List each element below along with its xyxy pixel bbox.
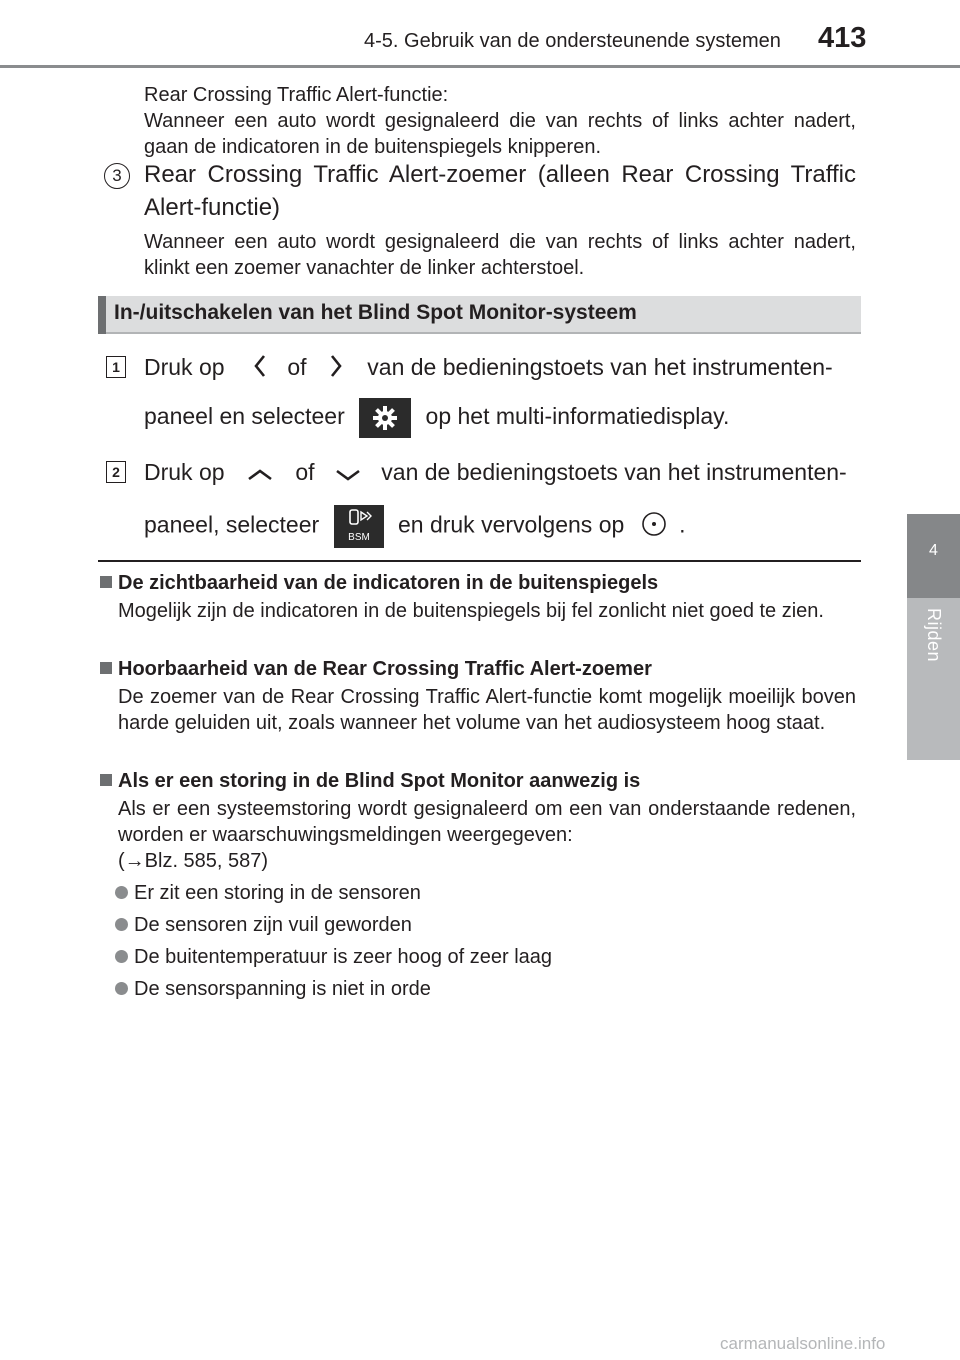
section-heading-text: In-/uitschakelen van het Blind Spot Monitor-systeem <box>114 301 637 324</box>
list-item: Er zit een storing in de sensoren <box>115 880 421 906</box>
chapter-title: 4-5. Gebruik van de ondersteunende systemen <box>364 30 781 52</box>
note-text-3: Als er een systeemstoring wordt gesignaleerd om een van onderstaande redenen, worden er waarschuwingsmeldingen weergegeven: <box>118 798 856 846</box>
step-2-of: of <box>295 459 315 485</box>
chapter-tab-label: Rijden <box>924 608 944 663</box>
step-2-text-c: paneel, selecteer <box>144 511 320 538</box>
intro-text: Wanneer een auto wordt gesignaleerd die van rechts of links achter nadert, gaan de indicatoren in de buitenspiegels knipperen. <box>144 110 856 158</box>
step-2-text-a: Druk op <box>144 459 225 485</box>
chapter-tab-number: 4 <box>929 542 938 559</box>
left-arrow-icon <box>253 354 267 384</box>
step-1-of: of <box>287 354 307 380</box>
step-2-end: . <box>679 511 686 538</box>
intro-block <box>144 82 856 160</box>
note-text-2: De zoemer van de Rear Crossing Traffic Alert-functie komt mogelijk moeilijk boven harde geluiden uit, zoals wanneer het volume van het audiosysteem hoog staat. <box>118 686 856 734</box>
step-1-text-d: op het multi-informatiedisplay. <box>425 403 730 430</box>
bullet-dot-icon <box>115 950 128 963</box>
list-item: De sensorspanning is niet in orde <box>115 976 431 1002</box>
step-1-text-a: Druk op <box>144 354 225 380</box>
up-arrow-icon <box>247 460 273 488</box>
bsm-icon-text: BSM <box>347 532 370 543</box>
page-number: 413 <box>818 22 867 54</box>
item-3-text: Wanneer een auto wordt gesignaleerd die van rechts of links achter nadert, klinkt een zoemer vanachter de linker achterstoel. <box>144 231 856 279</box>
right-arrow-icon <box>329 354 343 384</box>
step-1-text-c: paneel en selecteer <box>144 403 345 430</box>
bullet-dot-icon <box>115 982 128 995</box>
section-heading <box>98 296 861 334</box>
square-bullet-icon <box>100 774 112 786</box>
bsm-setting-icon <box>334 505 384 548</box>
step-1-text-b: van de bedieningstoets van het instrumenten- <box>367 354 833 380</box>
header-rule <box>0 65 960 68</box>
item-3-title: Rear Crossing Traffic Alert-zoemer (alleen Rear Crossing Traffic Alert-functie) <box>144 161 856 221</box>
item-number-badge: 3 <box>104 163 130 189</box>
step-2-line-2 <box>144 505 685 548</box>
step-2-text-d: en druk vervolgens op <box>397 511 625 538</box>
square-bullet-icon <box>100 576 112 588</box>
down-arrow-icon <box>335 460 361 488</box>
ok-button-icon <box>641 511 667 543</box>
step-2-line-1 <box>144 458 847 488</box>
step-2-text-b: van de bedieningstoets van het instrumenten- <box>381 459 847 485</box>
watermark: carmanualsonline.info <box>720 1334 886 1353</box>
list-item: De buitentemperatuur is zeer hoog of zeer laag <box>115 944 552 970</box>
list-item: De sensoren zijn vuil geworden <box>115 912 412 938</box>
note-reference: (→Blz. 585, 587) <box>118 850 269 872</box>
bullet-dot-icon <box>115 918 128 931</box>
section-divider <box>98 560 861 562</box>
step-1-line-1 <box>144 353 833 384</box>
note-text-1: Mogelijk zijn de indicatoren in de buitenspiegels bij fel zonlicht niet goed te zien. <box>118 600 824 622</box>
note-heading-1: De zichtbaarheid van de indicatoren in de buitenspiegels <box>100 570 658 596</box>
chapter-tab[interactable] <box>907 514 960 598</box>
square-bullet-icon <box>100 662 112 674</box>
settings-gear-icon <box>359 398 411 438</box>
intro-function-label: Rear Crossing Traffic Alert-functie: <box>144 84 449 106</box>
step-1-line-2 <box>144 398 729 438</box>
chapter-tab-strip <box>907 598 960 760</box>
note-heading-3: Als er een storing in de Blind Spot Monitor aanwezig is <box>100 768 640 794</box>
note-heading-2: Hoorbaarheid van de Rear Crossing Traffic Alert-zoemer <box>100 656 652 682</box>
bullet-dot-icon <box>115 886 128 899</box>
step-number-badge: 2 <box>106 461 126 483</box>
step-number-badge: 1 <box>106 356 126 378</box>
section-heading-bar <box>98 296 106 334</box>
